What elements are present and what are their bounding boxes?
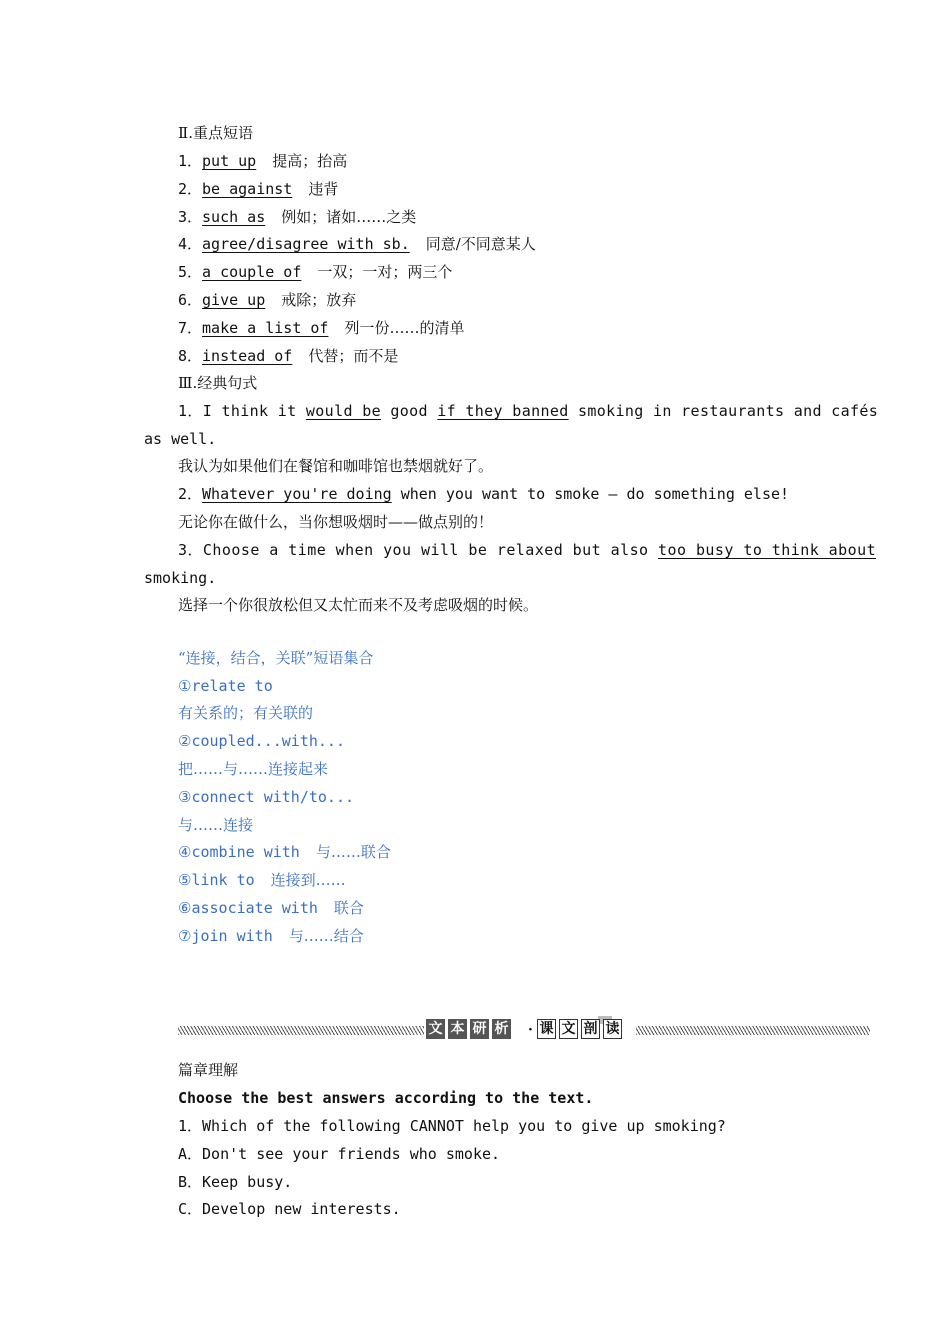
phrase-text: instead of xyxy=(202,347,293,365)
phrase-number: 6． xyxy=(178,291,203,309)
phrase-meaning: 列一份……的清单 xyxy=(344,319,465,337)
note-item-en: ③connect with/to... xyxy=(178,788,355,806)
phrase-item xyxy=(178,262,452,282)
phrase-number: 2． xyxy=(178,180,203,198)
sentence-key-phrase: would be xyxy=(305,402,381,420)
note-item-cn: 与……结合 xyxy=(288,927,364,945)
phrase-text: a couple of xyxy=(202,263,302,281)
phrase-number: 3． xyxy=(178,208,203,226)
sentence-3 xyxy=(178,540,876,560)
phrase-meaning: 例如；诸如……之类 xyxy=(281,208,417,226)
phrase-text: make a list of xyxy=(202,319,329,337)
note-title: “连接，结合，关联”短语集合 xyxy=(178,649,374,667)
sentence-key-phrase: Whatever you're doing xyxy=(202,485,392,503)
note-item xyxy=(178,842,391,862)
sentence-1 xyxy=(178,401,878,421)
banner-char: 析 xyxy=(492,1019,511,1039)
phrase-number: 1． xyxy=(178,152,203,170)
note-item-cn: 联合 xyxy=(333,899,364,917)
note-item-en: ⑦join with xyxy=(178,927,273,945)
phrase-item xyxy=(178,318,464,338)
banner-title-secondary xyxy=(537,1019,625,1039)
reading-heading: 篇章理解 xyxy=(178,1061,239,1079)
phrase-meaning: 一双；一对；两三个 xyxy=(317,263,453,281)
banner-hatch-right xyxy=(636,1026,870,1035)
phrase-meaning: 提高；抬高 xyxy=(272,152,348,170)
sentence-1-continued: as well. xyxy=(144,430,217,448)
note-item-cn: 与……联合 xyxy=(315,843,391,861)
banner-hatch-left xyxy=(178,1026,424,1035)
section-banner xyxy=(178,1016,870,1046)
note-item xyxy=(178,870,346,890)
sentence-1-translation: 我认为如果他们在餐馆和咖啡馆也禁烟就好了。 xyxy=(178,457,494,475)
sentence-key-phrase: too busy to think about xyxy=(658,541,877,559)
sentence-2 xyxy=(178,484,789,504)
note-item-en: ②coupled...with... xyxy=(178,732,345,750)
answer-option: A．Don't see your friends who smoke. xyxy=(178,1145,501,1163)
phrase-text: give up xyxy=(202,291,266,309)
sentence-3-continued: smoking. xyxy=(144,569,217,587)
phrase-text: be against xyxy=(202,180,293,198)
sentence-3-translation: 选择一个你很放松但又太忙而来不及考虑吸烟的时候。 xyxy=(178,596,539,614)
phrase-item xyxy=(178,151,347,171)
phrase-item xyxy=(178,179,338,199)
note-item-cn: 把……与……连接起来 xyxy=(178,760,329,778)
phrase-text: put up xyxy=(202,152,257,170)
phrase-number: 4． xyxy=(178,235,203,253)
note-item-en: ⑥associate with xyxy=(178,899,318,917)
reading-instruction: Choose the best answers according to the text. xyxy=(178,1089,594,1107)
sentence-text: smoking in restaurants and cafés xyxy=(568,402,879,420)
sentence-key-phrase: if they banned xyxy=(437,402,569,420)
phrase-meaning: 同意/不同意某人 xyxy=(425,235,536,253)
phrase-number: 7． xyxy=(178,319,203,337)
sentence-text: 2． xyxy=(178,485,203,503)
sentence-text: 1．I think it xyxy=(178,402,306,420)
banner-char: 课 xyxy=(537,1019,556,1039)
note-item xyxy=(178,926,364,946)
phrase-meaning: 代替；而不是 xyxy=(308,347,399,365)
phrase-text: agree/disagree with sb. xyxy=(202,235,410,253)
banner-char: 剖 xyxy=(581,1019,600,1039)
sentence-text: 3．Choose a time when you will be relaxed but also xyxy=(178,541,659,559)
banner-char: 研 xyxy=(470,1019,489,1039)
note-item-cn: 连接到…… xyxy=(270,871,346,889)
note-item xyxy=(178,898,364,918)
phrase-item xyxy=(178,346,398,366)
note-item-en: ⑤link to xyxy=(178,871,255,889)
banner-char: 读 xyxy=(603,1019,622,1039)
sentence-2-translation: 无论你在做什么，当你想吸烟时——做点别的！ xyxy=(178,513,494,531)
sentence-text: when you want to smoke — do something else! xyxy=(391,485,790,503)
phrase-item xyxy=(178,290,356,310)
banner-title-primary xyxy=(426,1019,514,1039)
phrase-item xyxy=(178,207,416,227)
banner-char: 文 xyxy=(426,1019,445,1039)
section-heading-phrases: Ⅱ.重点短语 xyxy=(178,124,253,142)
note-item-cn: 有关系的；有关联的 xyxy=(178,704,314,722)
phrase-number: 5． xyxy=(178,263,203,281)
phrase-number: 8． xyxy=(178,347,203,365)
phrase-meaning: 违背 xyxy=(308,180,339,198)
banner-char: 本 xyxy=(448,1019,467,1039)
note-item-cn: 与……连接 xyxy=(178,816,254,834)
answer-option: B．Keep busy. xyxy=(178,1173,293,1191)
sentence-text: good xyxy=(380,402,438,420)
banner-separator: · xyxy=(528,1022,533,1038)
answer-option: C．Develop new interests. xyxy=(178,1200,401,1218)
phrase-meaning: 戒除；放弃 xyxy=(281,291,357,309)
banner-char: 文 xyxy=(559,1019,578,1039)
note-item-en: ④combine with xyxy=(178,843,300,861)
question-1: 1．Which of the following CANNOT help you to give up smoking? xyxy=(178,1117,726,1135)
note-item-en: ①relate to xyxy=(178,677,273,695)
phrase-item xyxy=(178,234,536,254)
phrase-text: such as xyxy=(202,208,266,226)
section-heading-sentences: Ⅲ.经典句式 xyxy=(178,374,258,392)
